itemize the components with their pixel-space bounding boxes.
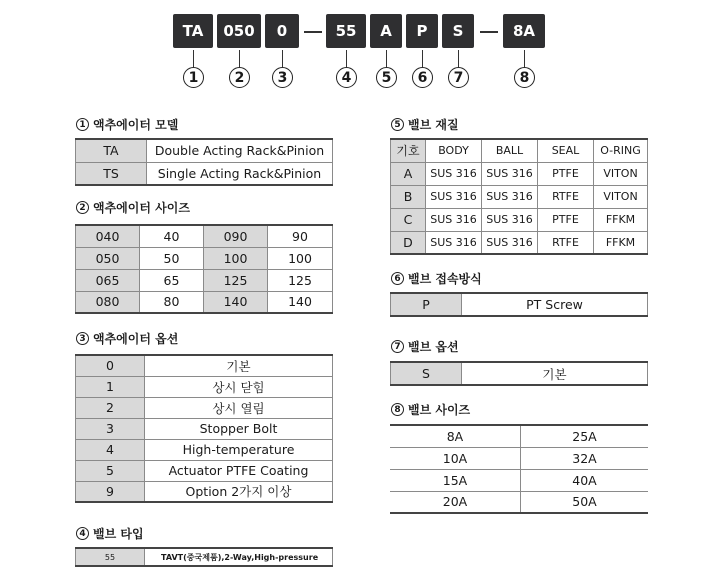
table-row <box>76 355 333 376</box>
table-cell: 065 <box>76 269 140 291</box>
table-cell: 15A <box>390 469 521 491</box>
table-cell: 100 <box>268 247 333 269</box>
table-row <box>391 293 648 316</box>
section-title-text: 밸브 접속방식 <box>408 272 482 286</box>
table-cell: 040 <box>76 225 140 247</box>
section-number: 7 <box>391 340 404 353</box>
connector-line <box>524 50 525 67</box>
table-row <box>76 376 333 397</box>
section-number: 1 <box>76 118 89 131</box>
table-cell: SUS 316 <box>482 185 538 208</box>
section-number: 5 <box>391 118 404 131</box>
connector-line <box>458 50 459 67</box>
table-header-cell: SEAL <box>538 139 594 162</box>
table-cell: B <box>391 185 426 208</box>
table-cell: 기본 <box>462 362 648 385</box>
table-header-row <box>391 139 648 162</box>
table-cell: RTFE <box>538 231 594 254</box>
valve-size-table <box>390 424 648 514</box>
table-cell: SUS 316 <box>482 208 538 231</box>
marker-2: 2 <box>229 67 250 88</box>
table-row <box>76 460 333 481</box>
table-cell: SUS 316 <box>426 208 482 231</box>
table-row <box>391 362 648 385</box>
table-cell: PTFE <box>538 208 594 231</box>
table-cell: 32A <box>521 447 649 469</box>
valve-type-table <box>75 547 333 567</box>
table-cell: 100 <box>204 247 268 269</box>
table-cell: 125 <box>268 269 333 291</box>
table-cell: 2 <box>76 397 145 418</box>
table-cell: 상시 닫힘 <box>145 376 333 397</box>
section-title-text: 액추에이터 모델 <box>93 118 179 132</box>
table-cell: TAVT(중국제품),2-Way,High-pressure <box>145 548 333 566</box>
valve-option-table <box>390 361 648 386</box>
table-cell: 050 <box>76 247 140 269</box>
table-row <box>76 548 333 566</box>
section-number: 6 <box>391 272 404 285</box>
section-title-actuator-model <box>76 116 178 133</box>
table-cell: 40 <box>140 225 204 247</box>
table-cell: Single Acting Rack&Pinion <box>147 162 333 185</box>
marker-7: 7 <box>448 67 469 88</box>
table-cell: RTFE <box>538 185 594 208</box>
code-dash <box>304 31 322 33</box>
marker-8: 8 <box>514 67 535 88</box>
model-code-row <box>0 14 703 50</box>
table-cell: 40A <box>521 469 649 491</box>
table-cell: VITON <box>594 162 648 185</box>
code-box-material: A <box>370 14 402 48</box>
section-number: 2 <box>76 201 89 214</box>
table-row <box>76 225 333 247</box>
table-cell: 80 <box>140 291 204 313</box>
table-cell: 125 <box>204 269 268 291</box>
section-number: 8 <box>391 403 404 416</box>
table-cell: 140 <box>268 291 333 313</box>
table-cell: 090 <box>204 225 268 247</box>
connector-line <box>193 50 194 67</box>
table-cell: PT Screw <box>462 293 648 316</box>
table-cell: TA <box>76 139 147 162</box>
table-cell: 5 <box>76 460 145 481</box>
table-cell: SUS 316 <box>426 162 482 185</box>
table-cell: 3 <box>76 418 145 439</box>
table-row <box>390 447 648 469</box>
table-cell: SUS 316 <box>426 231 482 254</box>
section-title-valve-connection <box>391 270 482 287</box>
table-row <box>76 481 333 502</box>
code-box-valve-size: 8A <box>503 14 545 48</box>
table-cell: 25A <box>521 425 649 447</box>
table-row <box>391 208 648 231</box>
table-cell: 140 <box>204 291 268 313</box>
table-header-cell: O-RING <box>594 139 648 162</box>
table-row <box>76 269 333 291</box>
table-row <box>391 185 648 208</box>
valve-material-table <box>390 138 648 255</box>
table-row <box>390 469 648 491</box>
table-row <box>76 162 333 185</box>
table-row <box>390 425 648 447</box>
table-row <box>390 491 648 513</box>
table-cell: 상시 열림 <box>145 397 333 418</box>
code-dash <box>480 31 498 33</box>
code-box-model: TA <box>173 14 213 48</box>
marker-4: 4 <box>336 67 357 88</box>
table-cell: 50 <box>140 247 204 269</box>
table-header-cell: BALL <box>482 139 538 162</box>
table-cell: VITON <box>594 185 648 208</box>
marker-6: 6 <box>412 67 433 88</box>
table-cell: TS <box>76 162 147 185</box>
table-cell: C <box>391 208 426 231</box>
connector-line <box>282 50 283 67</box>
table-header-cell: BODY <box>426 139 482 162</box>
section-title-text: 액추에이터 옵션 <box>93 332 179 346</box>
table-row <box>76 397 333 418</box>
table-cell: Stopper Bolt <box>145 418 333 439</box>
code-box-valve-type: 55 <box>326 14 366 48</box>
connector-line <box>386 50 387 67</box>
actuator-option-table <box>75 354 333 503</box>
table-cell: FFKM <box>594 231 648 254</box>
table-cell: FFKM <box>594 208 648 231</box>
code-box-actuator-option: 0 <box>265 14 299 48</box>
table-cell: 기본 <box>145 355 333 376</box>
code-box-valve-option: S <box>442 14 474 48</box>
table-cell: Double Acting Rack&Pinion <box>147 139 333 162</box>
table-cell: High-temperature <box>145 439 333 460</box>
table-cell: D <box>391 231 426 254</box>
table-cell: SUS 316 <box>426 185 482 208</box>
table-row <box>76 247 333 269</box>
marker-1: 1 <box>183 67 204 88</box>
connector-line <box>239 50 240 67</box>
table-cell: 1 <box>76 376 145 397</box>
table-cell: 0 <box>76 355 145 376</box>
table-cell: 10A <box>390 447 521 469</box>
table-header-cell: 기호 <box>391 139 426 162</box>
table-cell: 65 <box>140 269 204 291</box>
table-cell: 90 <box>268 225 333 247</box>
table-cell: 080 <box>76 291 140 313</box>
marker-3: 3 <box>272 67 293 88</box>
table-cell: A <box>391 162 426 185</box>
table-cell: 50A <box>521 491 649 513</box>
actuator-model-table <box>75 138 333 186</box>
table-row <box>391 231 648 254</box>
section-title-actuator-option <box>76 330 178 347</box>
code-box-size: 050 <box>217 14 261 48</box>
marker-5: 5 <box>376 67 397 88</box>
section-title-valve-option <box>391 338 459 355</box>
section-title-text: 액추에이터 사이즈 <box>93 201 190 215</box>
section-title-text: 밸브 재질 <box>408 118 459 132</box>
table-cell: S <box>391 362 462 385</box>
table-cell: 4 <box>76 439 145 460</box>
table-row <box>391 162 648 185</box>
table-row <box>76 439 333 460</box>
table-cell: 8A <box>390 425 521 447</box>
table-cell: 55 <box>76 548 145 566</box>
section-title-text: 밸브 사이즈 <box>408 403 471 417</box>
section-number: 4 <box>76 527 89 540</box>
connector-line <box>422 50 423 67</box>
section-title-valve-material <box>391 116 459 133</box>
table-row <box>76 418 333 439</box>
section-number: 3 <box>76 332 89 345</box>
table-cell: SUS 316 <box>482 231 538 254</box>
table-row <box>76 139 333 162</box>
section-title-actuator-size <box>76 199 190 216</box>
table-cell: Option 2가지 이상 <box>145 481 333 502</box>
section-title-valve-type <box>76 525 144 542</box>
table-cell: 20A <box>390 491 521 513</box>
table-cell: Actuator PTFE Coating <box>145 460 333 481</box>
table-cell: SUS 316 <box>482 162 538 185</box>
section-title-text: 밸브 타입 <box>93 527 144 541</box>
table-row <box>76 291 333 313</box>
valve-connection-table <box>390 292 648 317</box>
table-cell: PTFE <box>538 162 594 185</box>
connector-line <box>346 50 347 67</box>
code-box-connection: P <box>406 14 438 48</box>
table-cell: 9 <box>76 481 145 502</box>
section-title-text: 밸브 옵션 <box>408 340 459 354</box>
actuator-size-table <box>75 224 333 314</box>
table-cell: P <box>391 293 462 316</box>
section-title-valve-size <box>391 401 470 418</box>
